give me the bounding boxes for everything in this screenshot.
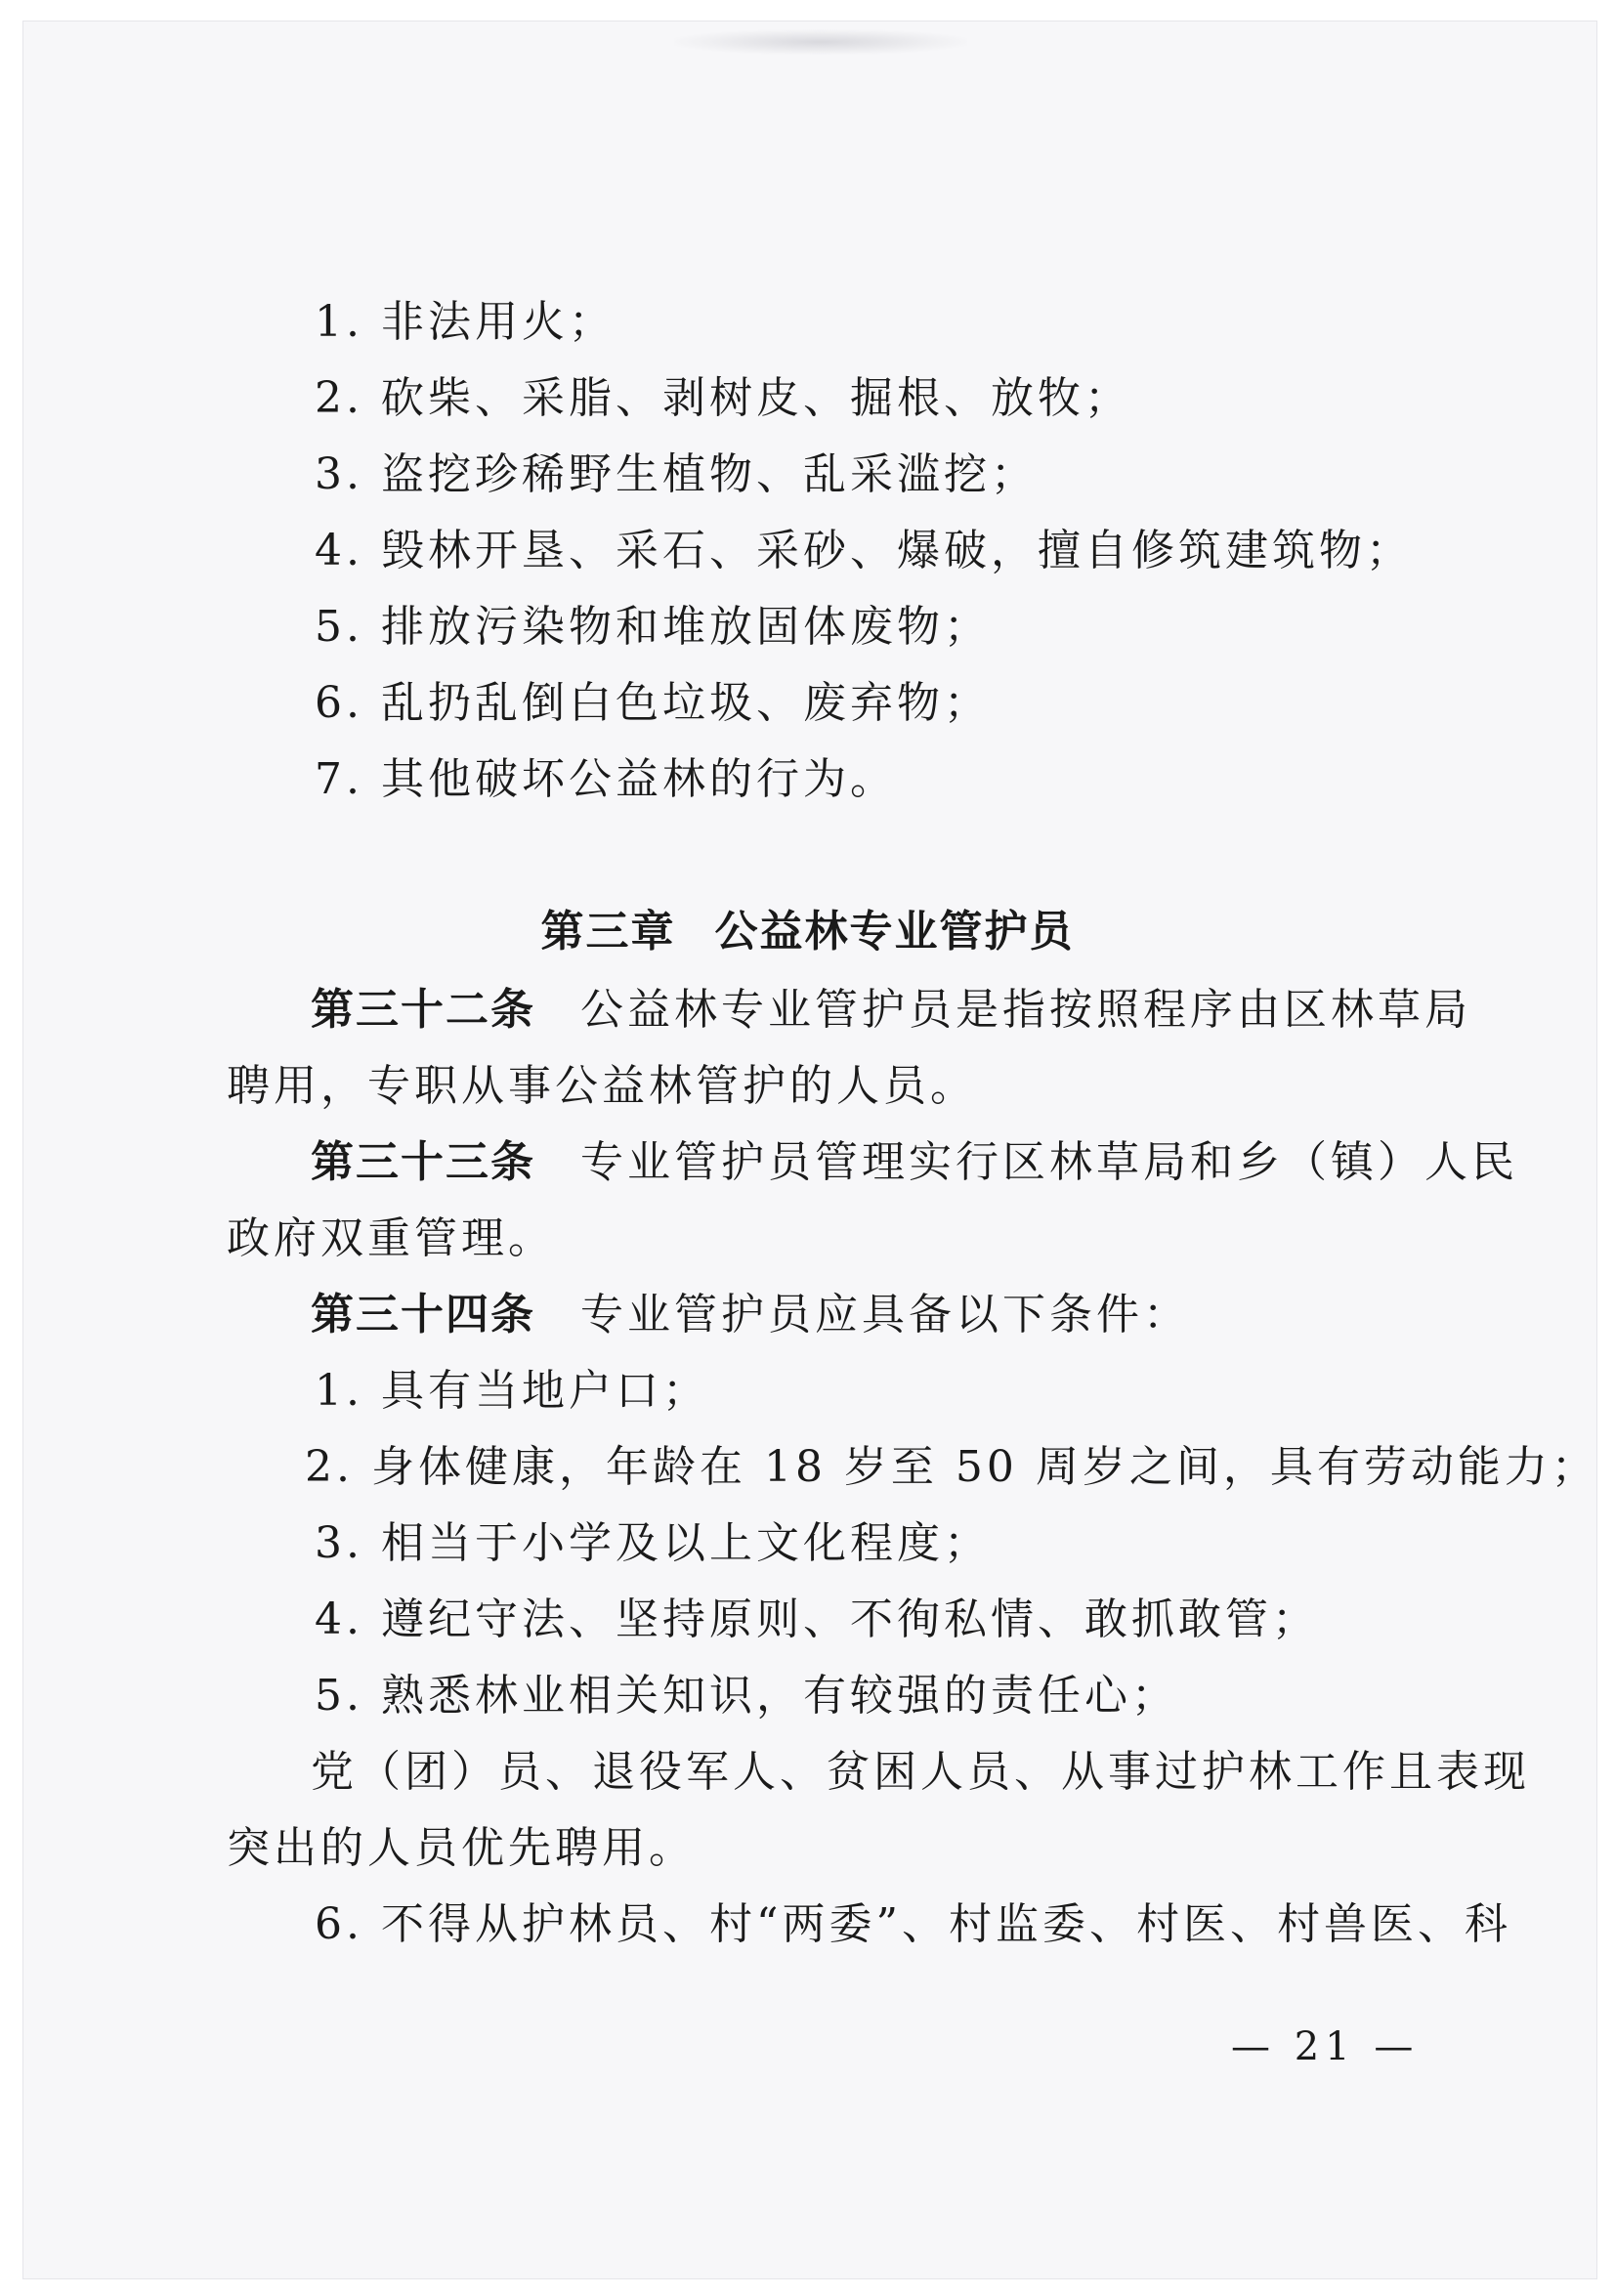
chapter-heading	[0, 905, 1615, 959]
list-item: 6. 乱扔乱倒白色垃圾、废弃物；	[315, 678, 991, 728]
page-number: — 21 —	[1231, 2024, 1420, 2069]
article-33-continuation: 政府双重管理。	[227, 1213, 555, 1263]
list-item: 2. 身体健康，年龄在 18 岁至 50 周岁之间，具有劳动能力；	[305, 1442, 1598, 1492]
list-item: 4. 遵纪守法、坚持原则、不徇私情、敢抓敢管；	[315, 1594, 1319, 1644]
list-item: 6. 不得从护林员、村“两委”、村监委、村医、村兽医、科	[315, 1899, 1511, 1949]
article-33	[311, 1135, 1518, 1190]
preference-continuation: 突出的人员优先聘用。	[227, 1823, 696, 1873]
article-32	[311, 983, 1471, 1038]
chapter-number: 第三章	[540, 907, 676, 957]
list-item: 3. 盗挖珍稀野生植物、乱采滥挖；	[315, 449, 1038, 499]
list-item: 4. 毁林开垦、采石、采砂、爆破，擅自修筑建筑物；	[315, 526, 1413, 575]
article-34	[311, 1288, 1190, 1342]
article-text: 专业管护员应具备以下条件：	[580, 1290, 1190, 1339]
list-item: 5. 排放污染物和堆放固体废物；	[315, 602, 991, 652]
article-text: 专业管护员管理实行区林草局和乡（镇）人民	[580, 1137, 1518, 1187]
list-item: 1. 非法用火；	[315, 297, 616, 347]
chapter-title: 公益林专业管护员	[714, 907, 1075, 957]
list-item: 3. 相当于小学及以上文化程度；	[315, 1518, 991, 1568]
list-item: 1. 具有当地户口；	[315, 1366, 709, 1416]
article-label: 第三十四条	[311, 1290, 535, 1339]
article-text: 公益林专业管护员是指按照程序由区林草局	[580, 985, 1471, 1035]
preference-paragraph: 党（团）员、退役军人、贫困人员、从事过护林工作且表现	[311, 1747, 1530, 1797]
list-item: 7. 其他破坏公益林的行为。	[315, 754, 897, 804]
article-32-continuation: 聘用，专职从事公益林管护的人员。	[227, 1061, 977, 1111]
scan-artifact	[674, 29, 967, 55]
list-item: 5. 熟悉林业相关知识，有较强的责任心；	[315, 1671, 1178, 1721]
article-label: 第三十二条	[311, 985, 535, 1035]
article-label: 第三十三条	[311, 1137, 535, 1187]
list-item: 2. 砍柴、采脂、剥树皮、掘根、放牧；	[315, 373, 1131, 423]
